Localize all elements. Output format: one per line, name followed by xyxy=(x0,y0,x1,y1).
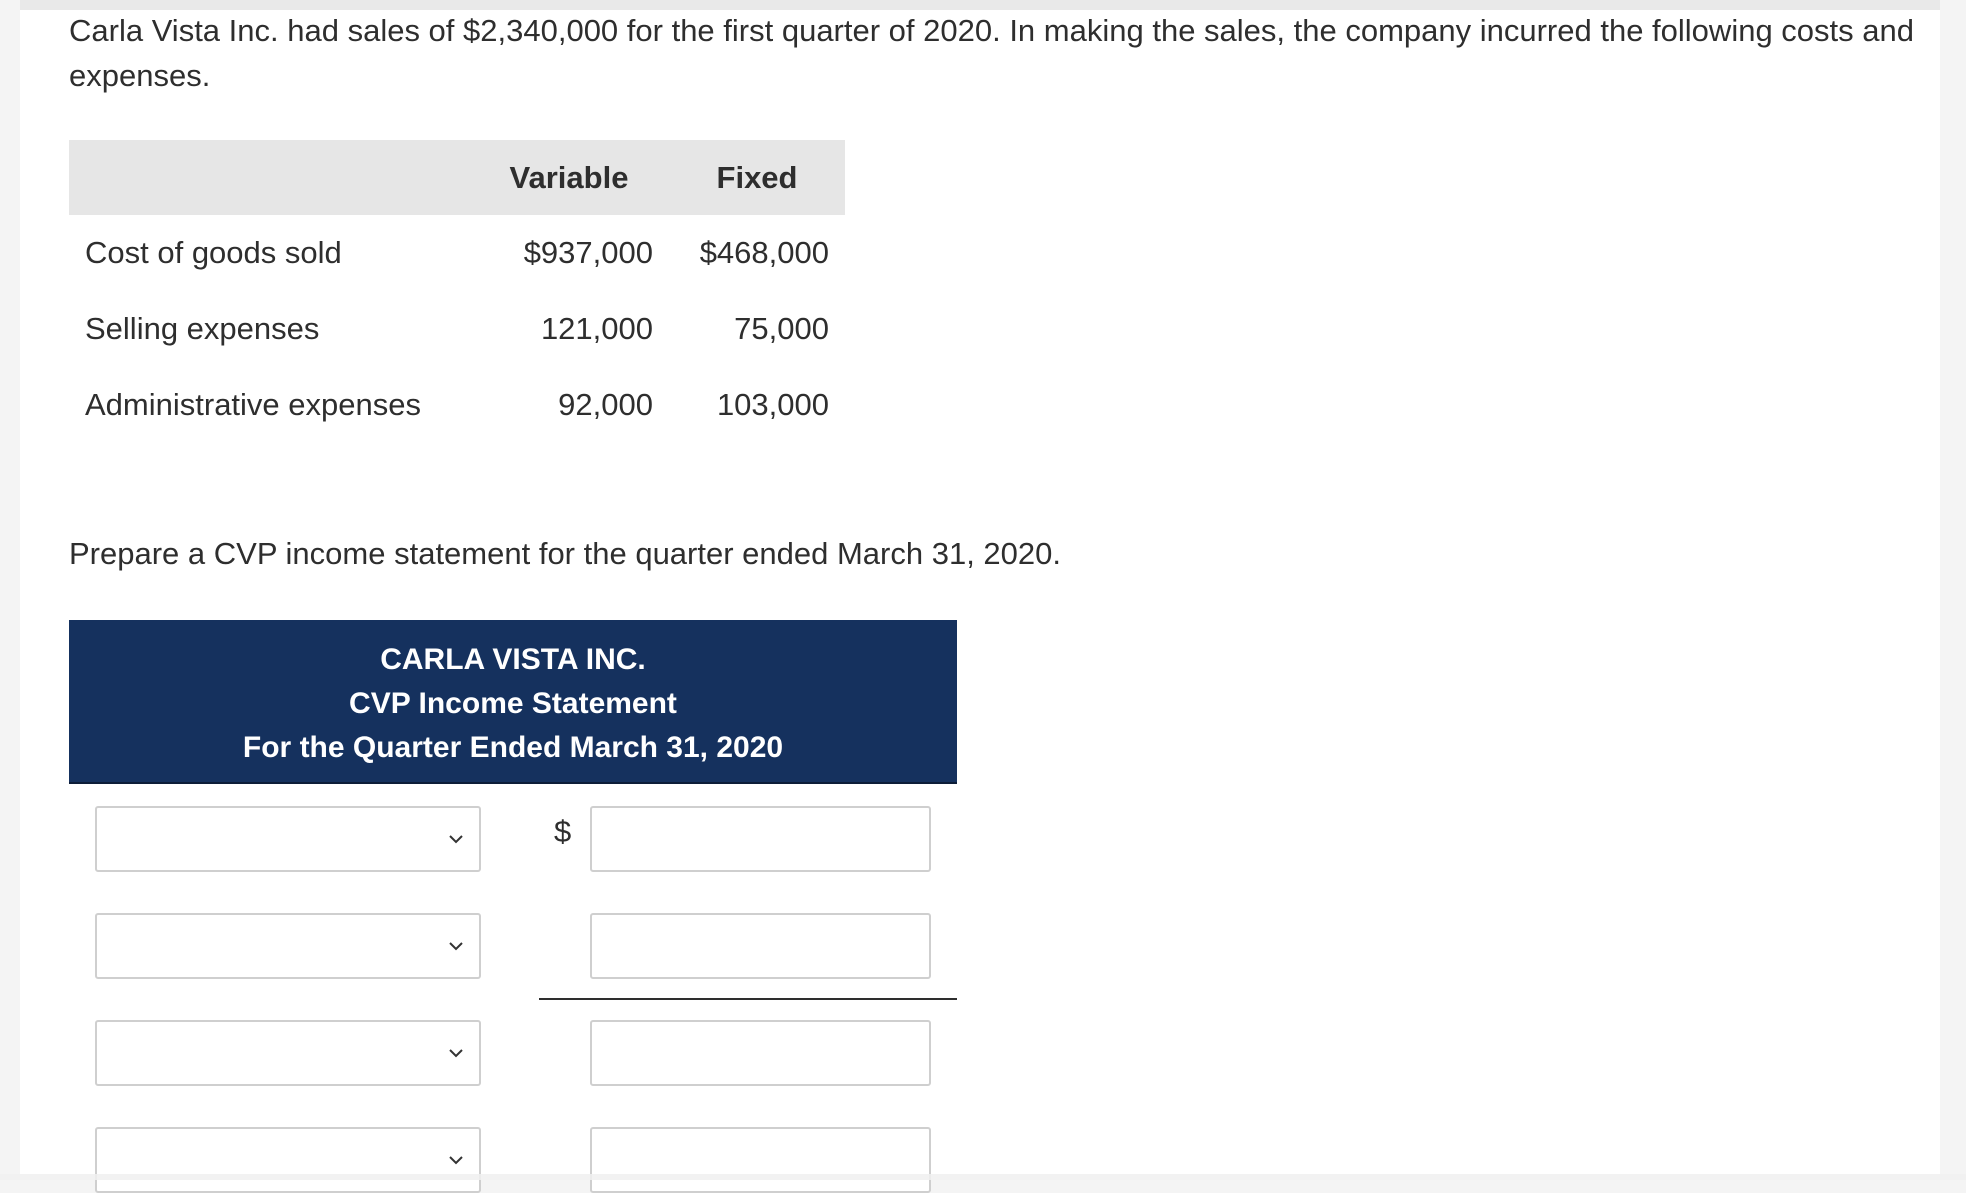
cost-table xyxy=(69,140,845,443)
table-row xyxy=(69,367,845,443)
amount-input-2[interactable] xyxy=(590,913,931,979)
account-select-4[interactable] xyxy=(95,1127,481,1193)
table-row xyxy=(69,291,845,367)
statement-header xyxy=(69,620,957,784)
row-variable-value: 92,000 xyxy=(558,387,653,422)
account-select-3[interactable] xyxy=(95,1020,481,1086)
statement-period: For the Quarter Ended March 31, 2020 xyxy=(242,731,784,764)
row-label: Cost of goods sold xyxy=(85,235,342,270)
statement-title: CVP Income Statement xyxy=(349,687,677,720)
amount-input-4[interactable] xyxy=(590,1127,931,1193)
row-label: Selling expenses xyxy=(85,311,320,346)
account-select-2[interactable] xyxy=(95,913,481,979)
row-label: Administrative expenses xyxy=(85,387,421,422)
row-variable-value: 121,000 xyxy=(540,311,653,346)
amount-input-3[interactable] xyxy=(590,1020,931,1086)
cost-table-header-blank xyxy=(69,140,469,215)
chevron-down-icon xyxy=(447,937,465,955)
row-fixed-value: 75,000 xyxy=(734,311,829,346)
question-panel xyxy=(20,0,1940,1180)
row-variable-value: $937,000 xyxy=(523,235,653,270)
row-fixed-value: $468,000 xyxy=(699,235,829,270)
table-row xyxy=(69,215,845,291)
statement-company-name: CARLA VISTA INC. xyxy=(380,643,646,676)
chevron-down-icon xyxy=(447,1151,465,1169)
chevron-down-icon xyxy=(447,1044,465,1062)
cost-table-header-fixed: Fixed xyxy=(669,140,845,215)
cost-table-header-variable: Variable xyxy=(469,140,669,215)
instruction-text: Prepare a CVP income statement for the quarter ended March 31, 2020. xyxy=(69,536,1061,571)
chevron-down-icon xyxy=(447,830,465,848)
subtotal-underline xyxy=(539,998,957,1000)
cost-table-header-row xyxy=(69,140,845,215)
row-fixed-value: 103,000 xyxy=(716,387,829,422)
bottom-edge xyxy=(0,1174,1966,1180)
problem-intro-text: Carla Vista Inc. had sales of $2,340,000 for the first quarter of 2020. In making the sales, the company incurred the following costs and expenses. xyxy=(69,13,1914,93)
amount-input-1[interactable] xyxy=(590,806,931,872)
account-select-1[interactable] xyxy=(95,806,481,872)
dollar-sign: $ xyxy=(554,814,572,849)
